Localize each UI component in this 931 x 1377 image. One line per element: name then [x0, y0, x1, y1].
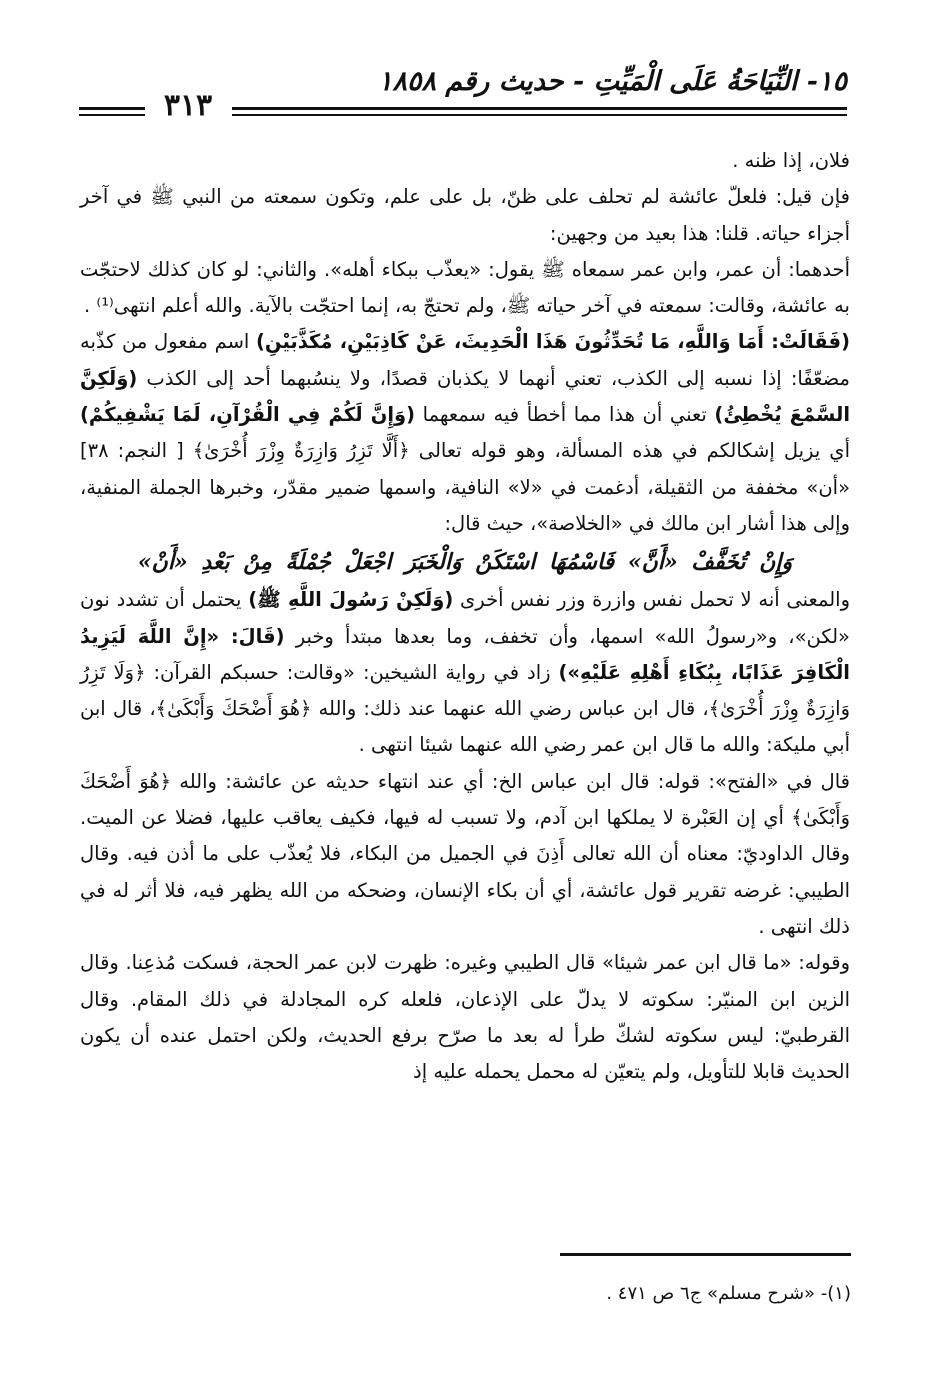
running-head: ١٥- النِّيَاحَةُ عَلَى الْمَيِّتِ - حديث رقم ١٨٥٨ — [377, 66, 847, 97]
paragraph-2: فإن قيل: فلعلّ عائشة لم تحلف على ظنّ، بل على علم، وتكون سمعته من النبي ﷺ في آخر أجزاء حياته. قلنا: هذا بعيد من وجهين: — [80, 185, 850, 245]
poetry-verse: وَإِنْ تُخَفَّفْ «أَنَّ» فَاسْمُهَا اسْتَكَنْ وَالْخَبَرَ اجْعَلْ جُمْلَةً مِنْ بَعْدِ «أَنْ» — [137, 549, 793, 576]
commentary: يحتمل أن تشدد نون «لكن»، و«رسولُ الله» اسمها، وأن تخفف، وما بعدها مبتدأ وخبر — [80, 588, 850, 648]
hadith-quote: (فَقَالَتْ: أَمَا وَاللَّهِ، مَا تُحَدِّثُونَ هَذَا الْحَدِيثَ، عَنْ كَاذِبَيْنِ، مُكَذَّبَيْنِ) — [256, 330, 850, 354]
commentary: اسم مفعول من كذّبه مضعّفًا: إذا نسبه إلى الكذب، تعني أنهما لا يكذبان قصدًا، ولا ينسُبهما أحد إلى الكذب — [80, 330, 850, 390]
header-rule — [232, 107, 847, 110]
header-rule-left — [79, 107, 145, 110]
paragraph-4 — [80, 324, 850, 542]
commentary: أي يزيل إشكالكم في هذه المسألة، وهو قوله تعالى ﴿أَلَّا تَزِرُ وَازِرَةٌ وِزْرَ أُخْرَىٰ﴾ [ النجم: ٣٨] «أن» مخففة من الثقيلة، أدغمت في «لا» النافية، واسمها ضمير مقدّر، وخبرها الجملة المنفية، وإلى هذا أشار ابن مالك في «الخلاصة»، حيث قال: — [80, 439, 850, 535]
paragraph-7: وقوله: «ما قال ابن عمر شيئا» قال الطيبي وغيره: ظهرت لابن عمر الحجة، فسكت مُذعِنا. وقال الزين ابن المنيّر: سكوته لا يدلّ على الإذعان، فلعله كره المجادلة في ذلك المقام. وقال القرطبيّ: ليس سكوته لشكّ طرأ له بعد ما صرّح برفع الحديث، ولكن احتمل عنده أن يكون الحديث قابلا للتأويل، ولم يتعيّن له محمل يحمله عليه إذ — [80, 951, 850, 1084]
footnote-rule — [560, 1253, 851, 1256]
hadith-quote: (وَإِنَّ لَكُمْ فِي الْقُرْآنِ، لَمَا يَشْفِيكُمْ) — [80, 403, 416, 427]
commentary: تعني أن هذا مما أخطأ فيه سمعهما — [415, 403, 715, 427]
body-text — [80, 143, 850, 1090]
paragraph-5 — [80, 582, 850, 763]
page-number: ٣١٣ — [163, 88, 213, 123]
commentary: والمعنى أنه لا تحمل نفس وازرة وزر نفس أخرى — [453, 588, 850, 612]
commentary: زاد في رواية الشيخين: «وقالت: حسبكم القرآن: ﴿وَلَا تَزِرُ وَازِرَةٌ وِزْرَ أُخْرَىٰ﴾، قال ابن عباس رضي الله عنهما عند ذلك: والله ﴿هُوَ أَضْحَكَ وَأَبْكَىٰ﴾، قال ابن أبي مليكة: والله ما قال ابن عمر رضي الله عنهما شيئا انتهى . — [80, 660, 850, 757]
footnote: (١)- «شرح مسلم» ج٦ ص ٤٧١ . — [606, 1283, 851, 1304]
hadith-quote: (وَلَكِنْ رَسُولَ اللَّهِ ﷺ) — [248, 588, 454, 612]
paragraph-6: قال في «الفتح»: قوله: قال ابن عباس الخ: أي عند انتهاء حديثه عن عائشة: والله ﴿هُوَ أَضْحَكَ وَأَبْكَىٰ﴾ أي إن العَبْرة لا يملكها ابن آدم، ولا تسبب له فيها، فكيف يعاقب عليها، فضلا عن الميت. وقال الداوديّ: معناه أن الله تعالى أَذِنَ في الجميل من البكاء، فلا يُعذّب على ما أذن فيه. وقال الطيبي: غرضه تقرير قول عائشة، أي أن بكاء الإنسان، وضحكه من الله يظهر فيه، فلا أثر له في ذلك انتهى . — [80, 769, 850, 938]
hadith-quote: (وَلَكِنَّ السَّمْعَ يُخْطِئُ) — [80, 366, 851, 427]
hadith-quote: (قَالَ: «إِنَّ اللَّهَ لَيَزِيدُ الْكَافِرَ عَذَابًا، بِبُكَاءِ أَهْلِهِ عَلَيْهِ») — [80, 624, 850, 684]
paragraph-3: أحدهما: أن عمر، وابن عمر سمعاه ﷺ يقول: «يعذّب ببكاء أهله». والثاني: لو كان كذلك لاحتجّت به عائشة، وقالت: سمعته في آخر حياته ﷺ، ولم تحتجّ به، إنما احتجّت بالآية. والله أعلم انتهى⁽¹⁾ . — [80, 257, 850, 318]
paragraph-1: فلان، إذا ظنه . — [732, 149, 850, 172]
